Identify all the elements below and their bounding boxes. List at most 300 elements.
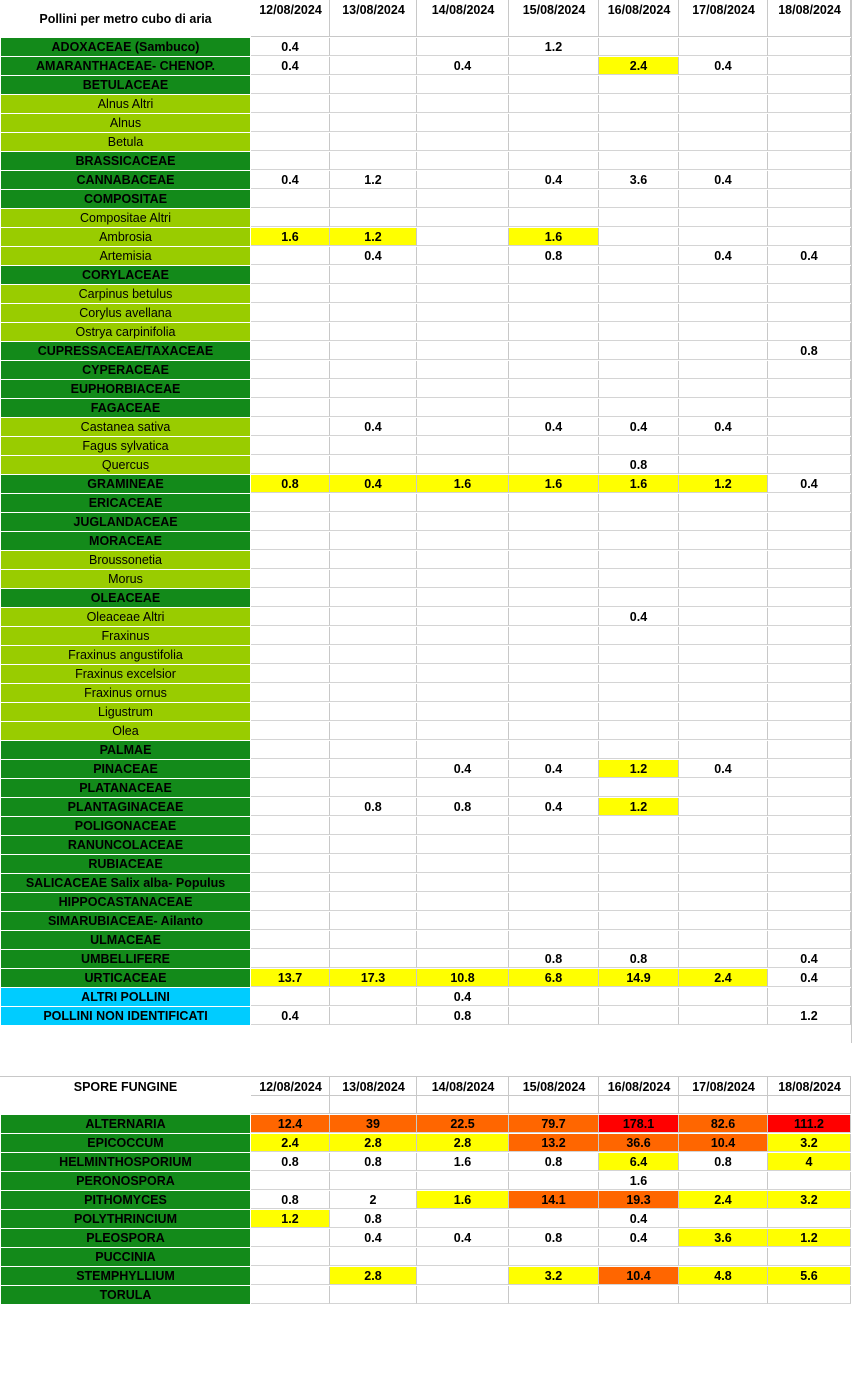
value-cell: 0.4	[679, 57, 768, 75]
value-cell	[509, 589, 599, 607]
table-row	[0, 323, 857, 342]
value-cell	[251, 1267, 330, 1285]
value-cell	[768, 589, 851, 607]
value-cell	[599, 1248, 679, 1266]
value-cell: 3.6	[679, 1229, 768, 1247]
value-cell	[330, 836, 417, 854]
value-cell: 10.4	[679, 1134, 768, 1152]
row-label: POLLINI NON IDENTIFICATI	[1, 1007, 250, 1025]
value-cell	[251, 456, 330, 474]
value-cell	[679, 114, 768, 132]
table-row	[0, 855, 857, 874]
value-cell	[417, 399, 509, 417]
grid-line	[767, 0, 768, 36]
value-cell: 22.5	[417, 1115, 509, 1133]
value-cell	[251, 266, 330, 284]
row-label: POLYTHRINCIUM	[1, 1210, 250, 1228]
value-cell	[417, 1172, 509, 1190]
value-cell	[768, 304, 851, 322]
value-cell	[509, 817, 599, 835]
value-cell	[679, 380, 768, 398]
value-cell	[768, 1248, 851, 1266]
value-cell	[417, 1267, 509, 1285]
value-cell	[509, 836, 599, 854]
value-cell: 0.4	[768, 247, 851, 265]
value-cell	[679, 817, 768, 835]
value-cell	[679, 741, 768, 759]
value-cell	[251, 608, 330, 626]
value-cell: 0.4	[509, 418, 599, 436]
row-label: HIPPOCASTANACEAE	[1, 893, 250, 911]
value-cell: 0.4	[599, 608, 679, 626]
value-cell	[599, 76, 679, 94]
value-cell: 0.4	[599, 1210, 679, 1228]
value-cell: 0.8	[251, 1153, 330, 1171]
value-cell	[251, 931, 330, 949]
row-label: PLATANACEAE	[1, 779, 250, 797]
value-cell: 0.4	[679, 247, 768, 265]
value-cell	[599, 513, 679, 531]
grid-line	[329, 0, 330, 36]
value-cell	[417, 1286, 509, 1304]
table-row	[0, 171, 857, 190]
table-row	[0, 1248, 857, 1267]
value-cell: 6.8	[509, 969, 599, 987]
value-cell	[417, 133, 509, 151]
value-cell	[417, 38, 509, 56]
value-cell: 2.8	[330, 1267, 417, 1285]
value-cell	[509, 684, 599, 702]
value-cell	[417, 627, 509, 645]
value-cell	[679, 1248, 768, 1266]
table-row	[0, 513, 857, 532]
value-cell	[599, 855, 679, 873]
value-cell	[251, 722, 330, 740]
value-cell: 0.4	[768, 475, 851, 493]
value-cell	[417, 95, 509, 113]
value-cell	[599, 95, 679, 113]
table-row	[0, 228, 857, 247]
row-label: COMPOSITAE	[1, 190, 250, 208]
value-cell: 0.8	[251, 475, 330, 493]
row-label: Quercus	[1, 456, 250, 474]
value-cell	[679, 608, 768, 626]
value-cell	[679, 646, 768, 664]
value-cell	[330, 532, 417, 550]
table-row	[0, 988, 857, 1007]
value-cell	[599, 361, 679, 379]
value-cell: 1.2	[330, 171, 417, 189]
value-cell	[509, 1007, 599, 1025]
value-cell	[509, 190, 599, 208]
value-cell	[251, 684, 330, 702]
date-column-header: 16/08/2024	[607, 3, 671, 17]
date-column-header: 12/08/2024	[259, 3, 322, 17]
value-cell: 4.8	[679, 1267, 768, 1285]
value-cell	[679, 361, 768, 379]
value-cell	[509, 399, 599, 417]
value-cell	[679, 1007, 768, 1025]
value-cell: 1.2	[599, 798, 679, 816]
value-cell	[768, 722, 851, 740]
value-cell	[330, 38, 417, 56]
row-label: PINACEAE	[1, 760, 250, 778]
value-cell	[251, 513, 330, 531]
value-cell	[330, 551, 417, 569]
value-cell: 82.6	[679, 1115, 768, 1133]
value-cell	[251, 494, 330, 512]
row-label: CANNABACEAE	[1, 171, 250, 189]
value-cell	[679, 893, 768, 911]
table-row	[0, 361, 857, 380]
value-cell	[251, 855, 330, 873]
value-cell	[509, 494, 599, 512]
value-cell	[768, 114, 851, 132]
value-cell	[417, 646, 509, 664]
value-cell	[417, 1210, 509, 1228]
value-cell	[679, 133, 768, 151]
value-cell	[679, 779, 768, 797]
value-cell	[330, 646, 417, 664]
table-row	[0, 1007, 857, 1026]
value-cell	[509, 551, 599, 569]
value-cell	[330, 665, 417, 683]
value-cell	[417, 931, 509, 949]
table-row	[0, 551, 857, 570]
value-cell	[509, 152, 599, 170]
value-cell: 0.4	[599, 1229, 679, 1247]
value-cell: 19.3	[599, 1191, 679, 1209]
value-cell	[679, 836, 768, 854]
value-cell	[599, 1007, 679, 1025]
row-label: ALTRI POLLINI	[1, 988, 250, 1006]
value-cell	[679, 665, 768, 683]
row-label: URTICACEAE	[1, 969, 250, 987]
value-cell	[417, 855, 509, 873]
table-row	[0, 1210, 857, 1229]
value-cell	[330, 703, 417, 721]
table-row	[0, 589, 857, 608]
value-cell	[417, 456, 509, 474]
value-cell	[251, 703, 330, 721]
value-cell	[768, 171, 851, 189]
value-cell	[599, 665, 679, 683]
value-cell: 0.8	[509, 247, 599, 265]
value-cell	[679, 304, 768, 322]
value-cell	[251, 209, 330, 227]
value-cell	[509, 361, 599, 379]
value-cell	[679, 76, 768, 94]
value-cell	[330, 95, 417, 113]
row-label: POLIGONACEAE	[1, 817, 250, 835]
value-cell	[330, 133, 417, 151]
row-label: SIMARUBIACEAE- Ailanto	[1, 912, 250, 930]
value-cell	[330, 589, 417, 607]
value-cell	[417, 266, 509, 284]
value-cell	[768, 912, 851, 930]
value-cell	[509, 57, 599, 75]
row-label: OLEACEAE	[1, 589, 250, 607]
date-column-header: 15/08/2024	[522, 3, 586, 17]
value-cell	[251, 627, 330, 645]
row-label: Compositae Altri	[1, 209, 250, 227]
value-cell: 1.6	[417, 1153, 509, 1171]
value-cell	[509, 608, 599, 626]
grid-line	[598, 0, 599, 36]
value-cell: 2	[330, 1191, 417, 1209]
value-cell	[599, 874, 679, 892]
value-cell	[417, 418, 509, 436]
row-label: HELMINTHOSPORIUM	[1, 1153, 250, 1171]
value-cell	[679, 456, 768, 474]
value-cell	[768, 1172, 851, 1190]
value-cell	[251, 1248, 330, 1266]
table-row	[0, 741, 857, 760]
row-label: Morus	[1, 570, 250, 588]
value-cell	[251, 399, 330, 417]
table-row	[0, 1115, 857, 1134]
value-cell	[768, 133, 851, 151]
value-cell	[509, 209, 599, 227]
table-row	[0, 304, 857, 323]
row-label: Fraxinus excelsior	[1, 665, 250, 683]
value-cell: 10.8	[417, 969, 509, 987]
value-cell	[679, 589, 768, 607]
date-column-header: 13/08/2024	[342, 3, 405, 17]
value-cell: 17.3	[330, 969, 417, 987]
grid-line	[251, 36, 851, 37]
value-cell	[509, 931, 599, 949]
row-label: ULMACEAE	[1, 931, 250, 949]
value-cell	[679, 931, 768, 949]
value-cell	[768, 551, 851, 569]
row-label: STEMPHYLLIUM	[1, 1267, 250, 1285]
value-cell	[251, 1286, 330, 1304]
value-cell	[679, 399, 768, 417]
row-label: Fagus sylvatica	[1, 437, 250, 455]
value-cell	[768, 266, 851, 284]
value-cell	[679, 570, 768, 588]
table-row	[0, 437, 857, 456]
table-row	[0, 931, 857, 950]
value-cell: 1.6	[417, 1191, 509, 1209]
value-cell	[509, 76, 599, 94]
value-cell	[251, 665, 330, 683]
value-cell	[330, 1248, 417, 1266]
value-cell	[768, 931, 851, 949]
value-cell	[417, 684, 509, 702]
value-cell	[679, 190, 768, 208]
value-cell	[599, 931, 679, 949]
value-cell: 0.8	[599, 456, 679, 474]
value-cell: 2.4	[599, 57, 679, 75]
value-cell: 1.2	[768, 1007, 851, 1025]
value-cell	[417, 171, 509, 189]
table-row	[0, 817, 857, 836]
value-cell	[679, 874, 768, 892]
value-cell	[599, 779, 679, 797]
value-cell: 0.4	[417, 57, 509, 75]
spores-header-label: SPORE FUNGINE	[73, 1080, 178, 1094]
row-label: Ligustrum	[1, 703, 250, 721]
value-cell	[599, 912, 679, 930]
table-row	[0, 456, 857, 475]
row-label: Ambrosia	[1, 228, 250, 246]
value-cell	[768, 323, 851, 341]
value-cell: 1.6	[599, 1172, 679, 1190]
value-cell: 0.4	[679, 418, 768, 436]
value-cell	[330, 342, 417, 360]
value-cell	[509, 912, 599, 930]
value-cell: 0.4	[509, 760, 599, 778]
value-cell	[599, 893, 679, 911]
row-label: ERICACEAE	[1, 494, 250, 512]
value-cell	[251, 133, 330, 151]
value-cell: 1.6	[417, 475, 509, 493]
date-column-header: 14/08/2024	[431, 1080, 495, 1094]
value-cell: 13.7	[251, 969, 330, 987]
value-cell	[768, 665, 851, 683]
value-cell	[509, 323, 599, 341]
value-cell	[417, 437, 509, 455]
value-cell	[768, 741, 851, 759]
value-cell: 1.6	[251, 228, 330, 246]
value-cell: 2.8	[417, 1134, 509, 1152]
value-cell	[509, 779, 599, 797]
value-cell	[417, 152, 509, 170]
value-cell	[330, 513, 417, 531]
value-cell	[417, 361, 509, 379]
value-cell	[679, 950, 768, 968]
value-cell	[330, 76, 417, 94]
value-cell: 0.4	[330, 247, 417, 265]
value-cell: 1.2	[251, 1210, 330, 1228]
value-cell	[417, 304, 509, 322]
value-cell: 2.4	[679, 1191, 768, 1209]
value-cell	[599, 627, 679, 645]
row-label: Fraxinus angustifolia	[1, 646, 250, 664]
value-cell	[679, 1210, 768, 1228]
value-cell: 1.6	[509, 228, 599, 246]
table-row	[0, 684, 857, 703]
value-cell	[251, 551, 330, 569]
value-cell	[509, 114, 599, 132]
value-cell	[768, 817, 851, 835]
grid-line	[251, 1095, 851, 1096]
value-cell	[417, 228, 509, 246]
value-cell: 5.6	[768, 1267, 851, 1285]
value-cell: 0.8	[509, 1229, 599, 1247]
value-cell	[251, 1229, 330, 1247]
value-cell: 178.1	[599, 1115, 679, 1133]
value-cell	[417, 342, 509, 360]
value-cell: 1.2	[679, 475, 768, 493]
value-cell	[599, 209, 679, 227]
value-cell	[599, 741, 679, 759]
value-cell	[251, 589, 330, 607]
row-label: PERONOSPORA	[1, 1172, 250, 1190]
row-label: JUGLANDACEAE	[1, 513, 250, 531]
value-cell	[251, 532, 330, 550]
grid-line	[851, 0, 852, 1043]
value-cell	[679, 266, 768, 284]
value-cell	[679, 798, 768, 816]
value-cell	[509, 95, 599, 113]
value-cell	[599, 114, 679, 132]
table-row	[0, 779, 857, 798]
value-cell	[330, 1172, 417, 1190]
value-cell	[768, 418, 851, 436]
value-cell	[330, 57, 417, 75]
value-cell	[330, 608, 417, 626]
row-label: Broussonetia	[1, 551, 250, 569]
value-cell	[330, 760, 417, 778]
value-cell: 0.4	[251, 1007, 330, 1025]
value-cell	[417, 513, 509, 531]
value-cell	[251, 304, 330, 322]
row-label: Carpinus betulus	[1, 285, 250, 303]
value-cell	[599, 38, 679, 56]
value-cell	[251, 361, 330, 379]
value-cell	[417, 836, 509, 854]
value-cell	[251, 646, 330, 664]
value-cell	[251, 152, 330, 170]
value-cell	[417, 570, 509, 588]
date-column-header: 17/08/2024	[692, 1080, 755, 1094]
date-column-header: 14/08/2024	[431, 3, 495, 17]
value-cell	[768, 608, 851, 626]
value-cell	[330, 399, 417, 417]
value-cell: 0.8	[509, 950, 599, 968]
value-cell	[330, 266, 417, 284]
value-cell	[768, 855, 851, 873]
value-cell	[417, 114, 509, 132]
value-cell	[509, 342, 599, 360]
value-cell	[509, 1248, 599, 1266]
value-cell	[251, 912, 330, 930]
value-cell	[509, 1286, 599, 1304]
value-cell	[768, 95, 851, 113]
value-cell	[509, 456, 599, 474]
value-cell	[768, 1210, 851, 1228]
value-cell	[599, 570, 679, 588]
value-cell: 3.2	[509, 1267, 599, 1285]
value-cell	[509, 893, 599, 911]
table-row	[0, 152, 857, 171]
row-label: Olea	[1, 722, 250, 740]
value-cell: 2.4	[251, 1134, 330, 1152]
table-row	[0, 38, 857, 57]
value-cell: 0.4	[599, 418, 679, 436]
row-label: Oleaceae Altri	[1, 608, 250, 626]
value-cell: 0.8	[251, 1191, 330, 1209]
value-cell: 0.4	[679, 760, 768, 778]
value-cell	[509, 1172, 599, 1190]
value-cell	[417, 247, 509, 265]
value-cell	[599, 589, 679, 607]
value-cell	[417, 703, 509, 721]
table-row	[0, 1134, 857, 1153]
value-cell	[509, 570, 599, 588]
date-column-header: 12/08/2024	[259, 1080, 322, 1094]
value-cell	[768, 76, 851, 94]
date-column-header: 18/08/2024	[778, 1080, 841, 1094]
value-cell	[251, 114, 330, 132]
value-cell	[599, 494, 679, 512]
value-cell	[768, 190, 851, 208]
table-row	[0, 247, 857, 266]
value-cell: 0.4	[768, 969, 851, 987]
